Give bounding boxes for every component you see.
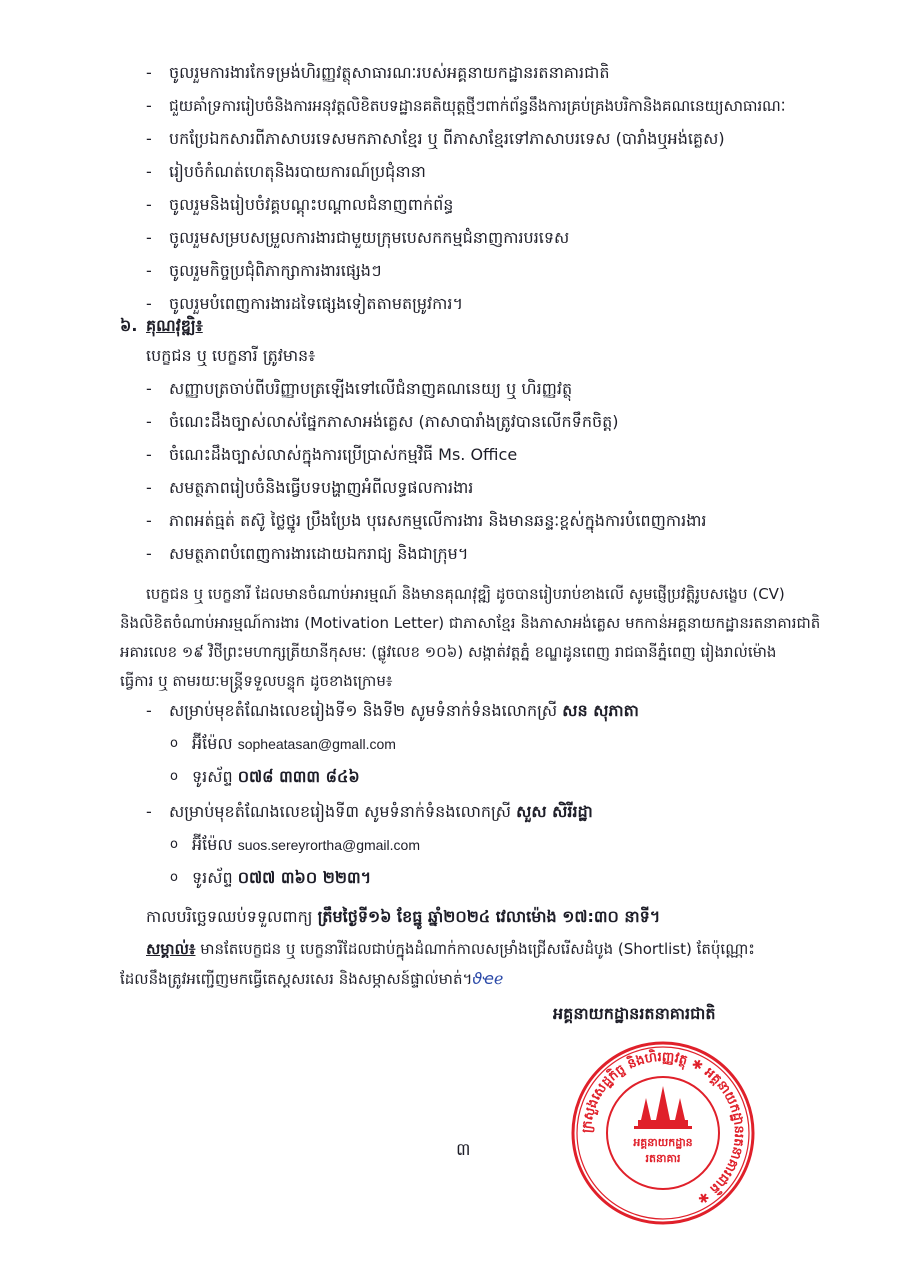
note-text: មានតែបេក្ខជន ឬ បេក្ខនារីដែលជាប់ក្នុងដំណាក់កាលសម្រាំងជ្រើសរើសដំបូង (Shortlist) តែប៉ុណ្ណោះ — [195, 940, 755, 958]
bullet-dash: - — [146, 511, 152, 530]
bullet-dash: - — [146, 445, 152, 464]
bullet-dash: - — [146, 544, 152, 563]
temple-emblem — [634, 1086, 692, 1129]
section-number: ៦. — [120, 316, 138, 335]
contact1-text: សម្រាប់មុខតំណែងលេខរៀងទី១ និងទី២ សូមទំនាក់ទំនងលោកស្រី — [169, 701, 563, 720]
apply-paragraph-line: អគារលេខ ១៩ វិថីព្រះមហាក្សត្រីយានីកុសមៈ (ផ្លូវលេខ ១០៦) សង្កាត់វត្តភ្នំ ខណ្ឌដូនពេញ រាជធានីភ្នំពេញ រៀងរាល់ម៉ោង — [120, 643, 777, 661]
email-label: អ៊ីម៉ែល — [192, 734, 238, 753]
qualification-item: សមត្ថភាពបំពេញការងារដោយឯករាជ្យ និងជាក្រុម។ — [169, 544, 469, 563]
contact1-line — [169, 700, 639, 722]
bullet-dash: - — [146, 63, 152, 82]
duty-item: ចូលរួមការងារកែទម្រង់ហិរញ្ញវត្ថុសាធារណៈរបស់អគ្គនាយកដ្ឋានរតនាគារជាតិ — [169, 63, 610, 82]
bullet-dash: - — [146, 228, 152, 247]
qualification-item: ចំណេះដឹងច្បាស់លាស់ក្នុងការប្រើប្រាស់កម្មវិធី Ms. Office — [169, 445, 518, 464]
duty-item: ចូលរួមបំពេញការងារដទៃផ្សេងទៀតតាមតម្រូវការ។ — [169, 294, 463, 313]
circle-bullet: o — [170, 736, 178, 751]
duty-item: បកប្រែឯកសារពីភាសាបរទេសមកភាសាខ្មែរ ឬ ពីភាសាខ្មែរទៅភាសាបរទេស (បារាំងឬអង់គ្លេស) — [169, 129, 725, 148]
note-line — [146, 938, 755, 960]
seal-inner-text: អគ្គនាយកដ្ឋាន — [633, 1136, 693, 1149]
duty-item: រៀបចំកំណត់ហេតុនិងរបាយការណ៍ប្រជុំនានា — [169, 162, 426, 181]
contact1-email-line — [192, 733, 396, 755]
deadline-date: ត្រឹមថ្ងៃទី១៦ ខែធ្នូ ឆ្នាំ២០២៤ វេលាម៉ោង ១៧:៣០ នាទី។ — [317, 907, 661, 926]
contact2-phone: ០៧៧ ៣៦០ ២២៣។ — [237, 868, 372, 887]
qualification-item: ចំណេះដឹងច្បាស់លាស់ផ្នែកភាសាអង់គ្លេស (ភាសាបារាំងត្រូវបានលើកទឹកចិត្ត) — [169, 412, 619, 431]
duty-item: ចូលរួមនិងរៀបចំវគ្គបណ្តុះបណ្តាលជំនាញពាក់ព័ន្ធ — [169, 195, 454, 214]
note-label: សម្គាល់៖ — [146, 940, 196, 958]
bullet-dash: - — [146, 802, 152, 821]
circle-bullet: o — [170, 837, 178, 852]
department-name: អគ្គនាយកដ្ឋានរតនាគារជាតិ — [553, 1004, 716, 1023]
apply-paragraph-line: និងលិខិតចំណាប់អារម្មណ៍ការងារ (Motivation Letter) ជាភាសាខ្មែរ និងភាសាអង់គ្លេស មកកាន់អគ្គនាយកដ្ឋានរតនាគារជាតិ — [120, 614, 821, 632]
circle-bullet: o — [170, 870, 178, 885]
phone-label: ទូរស័ព្ទ — [192, 767, 238, 786]
contact1-phone-line — [192, 766, 360, 788]
bullet-dash: - — [146, 478, 152, 497]
page-number: ៣ — [456, 1140, 471, 1160]
bullet-dash: - — [146, 379, 152, 398]
bullet-dash: - — [146, 294, 152, 313]
section-title: គុណវុឌ្ឍិ៖ — [146, 316, 203, 335]
bullet-dash: - — [146, 701, 152, 720]
contact2-text: សម្រាប់មុខតំណែងលេខរៀងទី៣ សូមទំនាក់ទំនងលោកស្រី — [169, 802, 517, 821]
contact2-email: suos.sereyrortha@gmail.com — [237, 837, 420, 853]
note-line-2 — [120, 968, 503, 990]
duty-item: ចូលរួមសម្របសម្រួលការងារជាមួយក្រុមបេសកកម្មជំនាញការបរទេស — [169, 228, 570, 247]
qualification-item: សញ្ញាបត្រចាប់ពីបរិញ្ញាបត្រឡើងទៅលើជំនាញគណនេយ្យ ឬ ហិរញ្ញវត្ថុ — [169, 379, 573, 398]
deadline-text: កាលបរិច្ឆេទឈប់ទទួលពាក្យ — [146, 907, 318, 926]
qualification-intro: បេក្ខជន ឬ បេក្ខនារី ត្រូវមាន៖ — [146, 346, 316, 365]
contact2-email-line — [192, 834, 420, 856]
bullet-dash: - — [146, 162, 152, 181]
circle-bullet: o — [170, 769, 178, 784]
qualification-item: សមត្ថភាពរៀបចំនិងធ្វើបទបង្ហាញអំពីលទ្ធផលការងារ — [169, 478, 474, 497]
contact2-line — [169, 801, 593, 823]
phone-label: ទូរស័ព្ទ — [192, 868, 238, 887]
contact2-phone-line — [192, 867, 371, 889]
contact1-email: sopheatasan@gmall.com — [237, 736, 396, 752]
bullet-dash: - — [146, 129, 152, 148]
contact1-phone: ០៧៨ ៣៣៣ ៨៤៦ — [237, 767, 360, 786]
official-seal — [568, 1038, 758, 1228]
seal-outer-text: ក្រសួងសេដ្ឋកិច្ច និងហិរញ្ញវត្ថុ ✱ អគ្គនាយកដ្ឋានរតនាគារជាតិ ✱ — [579, 1049, 747, 1207]
signature-initials: ϑҽℯ — [472, 969, 504, 988]
duty-item: ជួយគាំទ្រការរៀបចំនិងការអនុវត្តលិខិតបទដ្ឋានគតិយុត្តថ្មីៗពាក់ព័ន្ធនឹងការគ្រប់គ្រងបរិកានិងគណនេយ្យសាធារណៈ — [169, 97, 786, 115]
seal-inner-text-2: រតនាគារ — [645, 1152, 681, 1165]
contact1-name: សន សុភាតា — [562, 701, 639, 720]
email-label: អ៊ីម៉ែល — [192, 835, 238, 854]
bullet-dash: - — [146, 261, 152, 280]
bullet-dash: - — [146, 412, 152, 431]
note-text: ដែលនឹងត្រូវអញ្ជើញមកធ្វើតេស្តសរសេរ និងសម្ភាសន៍ផ្ទាល់មាត់។ — [120, 970, 473, 988]
duty-item: ចូលរួមកិច្ចប្រជុំពិភាក្សាការងារផ្សេងៗ — [169, 261, 382, 280]
deadline-line — [146, 906, 660, 928]
bullet-dash: - — [146, 195, 152, 214]
apply-paragraph-line: បេក្ខជន ឬ បេក្ខនារី ដែលមានចំណាប់អារម្មណ៍ និងមានគុណវុឌ្ឍិ ដូចបានរៀបរាប់ខាងលើ សូមផ្ញើប្រវត្តិរូបសង្ខេប (CV) — [146, 585, 785, 603]
bullet-dash: - — [146, 96, 152, 115]
apply-paragraph-line: ធ្វើការ ឬ តាមរយៈមន្ត្រីទទួលបន្ទុក ដូចខាងក្រោម៖ — [120, 672, 393, 690]
contact2-name: សួស សិរីរដ្ឋា — [516, 802, 593, 821]
qualification-item: ភាពអត់ធ្មត់ តស៊ូ ថ្លៃថ្នូរ ប្រឹងប្រែង បុរេសកម្មលើការងារ និងមានឆន្ទៈខ្ពស់ក្នុងការបំពេញការងារ — [169, 511, 707, 530]
